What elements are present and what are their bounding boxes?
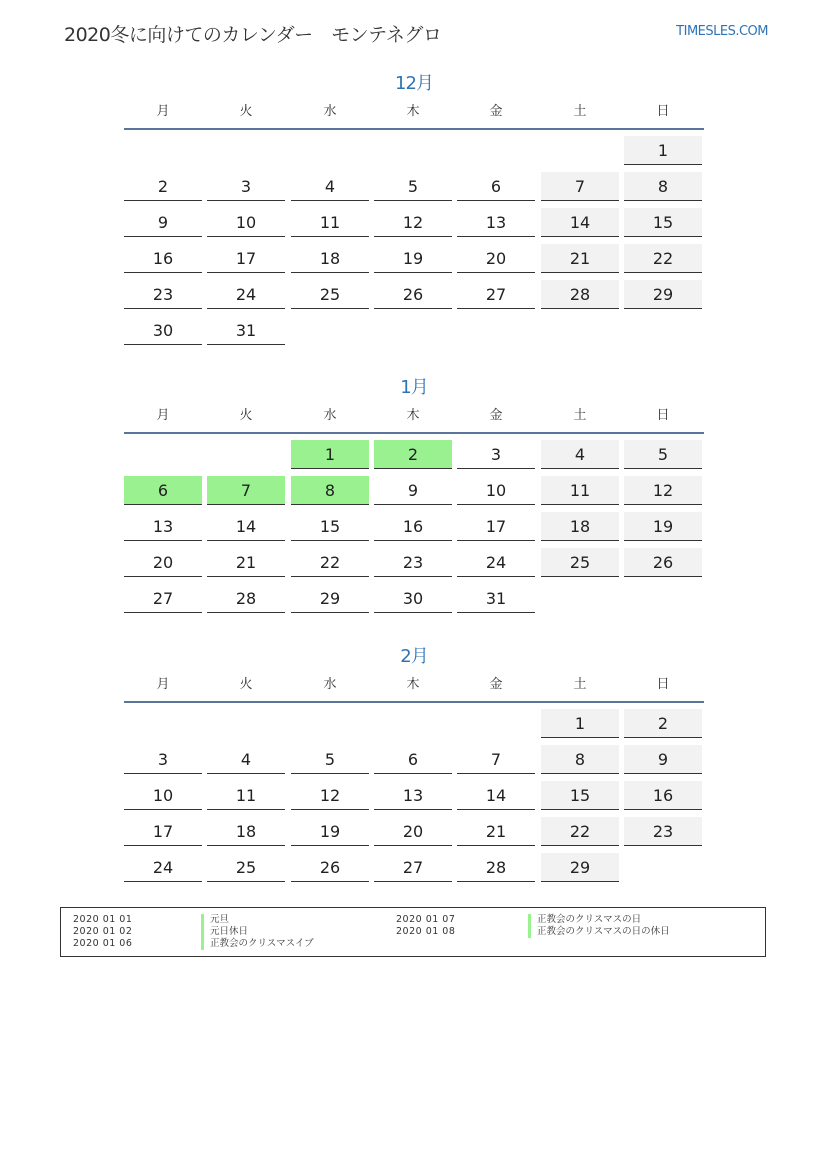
day-cell: 17: [207, 244, 285, 273]
weekday-header: [124, 98, 704, 130]
day-cell: 26: [624, 548, 702, 577]
weekday-label: 金: [489, 408, 503, 423]
day-cell: 1: [291, 440, 369, 469]
day-cell: 29: [624, 280, 702, 309]
day-cell: 3: [207, 172, 285, 201]
day-cell: 12: [624, 476, 702, 505]
day-cell: 14: [207, 512, 285, 541]
day-cell: 19: [374, 244, 452, 273]
day-cell: 22: [291, 548, 369, 577]
month-title: 1月: [400, 377, 428, 398]
day-cell: 5: [624, 440, 702, 469]
weekday-label: 火: [239, 104, 253, 119]
day-cell: 4: [541, 440, 619, 469]
month-title: 2月: [400, 646, 428, 667]
day-cell: 19: [291, 817, 369, 846]
day-cell: 25: [291, 280, 369, 309]
day-cell: 24: [124, 853, 202, 882]
day-cell: 22: [624, 244, 702, 273]
day-cell: 18: [207, 817, 285, 846]
weekday-label: 水: [323, 408, 337, 423]
day-cell: 20: [457, 244, 535, 273]
day-cell: 21: [457, 817, 535, 846]
day-cell: 8: [291, 476, 369, 505]
holiday-name: 正教会のクリスマスの日: [528, 914, 641, 926]
day-cell: 26: [374, 280, 452, 309]
weekday-header: [124, 671, 704, 703]
weekday-label: 火: [239, 677, 253, 692]
holiday-legend: [60, 907, 766, 957]
day-cell: 1: [541, 709, 619, 738]
weekday-label: 金: [489, 677, 503, 692]
day-cell: 10: [124, 781, 202, 810]
weekday-label: 水: [323, 104, 337, 119]
day-cell: 9: [624, 745, 702, 774]
day-cell: 24: [457, 548, 535, 577]
day-cell: 8: [624, 172, 702, 201]
holiday-name: 元旦: [201, 914, 229, 926]
day-cell: 28: [541, 280, 619, 309]
day-cell: 22: [541, 817, 619, 846]
day-cell: 20: [124, 548, 202, 577]
day-cell: 31: [457, 584, 535, 613]
day-cell: 6: [457, 172, 535, 201]
holiday-date: 2020 01 01: [73, 914, 133, 925]
day-cell: 16: [124, 244, 202, 273]
day-cell: 7: [457, 745, 535, 774]
day-cell: 13: [374, 781, 452, 810]
day-cell: 14: [457, 781, 535, 810]
site-logo[interactable]: TIMESLES.COM: [676, 24, 768, 39]
day-cell: 7: [541, 172, 619, 201]
day-cell: 3: [124, 745, 202, 774]
day-cell: 2: [124, 172, 202, 201]
weekday-label: 水: [323, 677, 337, 692]
day-cell: 9: [124, 208, 202, 237]
day-cell: 25: [207, 853, 285, 882]
day-cell: 31: [207, 316, 285, 345]
day-cell: 13: [457, 208, 535, 237]
weekday-label: 月: [156, 677, 170, 692]
day-cell: 24: [207, 280, 285, 309]
weekday-label: 木: [406, 104, 420, 119]
day-cell: 17: [457, 512, 535, 541]
day-cell: 15: [291, 512, 369, 541]
day-cell: 10: [207, 208, 285, 237]
weekday-label: 木: [406, 677, 420, 692]
day-cell: 6: [374, 745, 452, 774]
day-cell: 30: [374, 584, 452, 613]
day-cell: 19: [624, 512, 702, 541]
weekday-label: 月: [156, 408, 170, 423]
day-cell: 1: [624, 136, 702, 165]
day-cell: 6: [124, 476, 202, 505]
day-cell: 4: [207, 745, 285, 774]
day-cell: 27: [124, 584, 202, 613]
day-cell: 29: [291, 584, 369, 613]
holiday-name: 正教会のクリスマスの日の休日: [528, 926, 670, 938]
month-3: [124, 643, 704, 877]
weekday-label: 木: [406, 408, 420, 423]
day-cell: 27: [374, 853, 452, 882]
page-title: 2020冬に向けてのカレンダー モンテネグロ: [64, 24, 442, 46]
weekday-label: 火: [239, 408, 253, 423]
day-cell: 2: [624, 709, 702, 738]
holiday-date: 2020 01 02: [73, 926, 133, 937]
day-cell: 2: [374, 440, 452, 469]
month-title: 12月: [395, 73, 433, 94]
holiday-date: 2020 01 06: [73, 938, 133, 949]
holiday-name: 元日休日: [201, 926, 248, 938]
month-2: [124, 374, 704, 608]
day-cell: 23: [374, 548, 452, 577]
day-cell: 11: [291, 208, 369, 237]
day-cell: 17: [124, 817, 202, 846]
day-cell: 15: [624, 208, 702, 237]
day-cell: 23: [624, 817, 702, 846]
weekday-header: [124, 402, 704, 434]
day-cell: 15: [541, 781, 619, 810]
day-cell: 16: [374, 512, 452, 541]
weekday-label: 土: [573, 408, 587, 423]
day-cell: 4: [291, 172, 369, 201]
day-cell: 8: [541, 745, 619, 774]
day-cell: 23: [124, 280, 202, 309]
day-cell: 13: [124, 512, 202, 541]
day-cell: 29: [541, 853, 619, 882]
day-cell: 12: [291, 781, 369, 810]
day-cell: 11: [207, 781, 285, 810]
day-cell: 25: [541, 548, 619, 577]
day-cell: 5: [291, 745, 369, 774]
day-cell: 21: [541, 244, 619, 273]
month-1: [124, 70, 704, 340]
weekday-label: 金: [489, 104, 503, 119]
day-cell: 16: [624, 781, 702, 810]
day-cell: 21: [207, 548, 285, 577]
holiday-name: 正教会のクリスマスイブ: [201, 938, 314, 950]
weekday-label: 土: [573, 104, 587, 119]
weekday-label: 日: [656, 104, 670, 119]
holiday-date: 2020 01 08: [396, 926, 456, 937]
holiday-date: 2020 01 07: [396, 914, 456, 925]
day-cell: 18: [291, 244, 369, 273]
day-cell: 20: [374, 817, 452, 846]
day-cell: 14: [541, 208, 619, 237]
day-cell: 5: [374, 172, 452, 201]
weekday-label: 日: [656, 677, 670, 692]
day-cell: 9: [374, 476, 452, 505]
day-cell: 12: [374, 208, 452, 237]
day-cell: 27: [457, 280, 535, 309]
weekday-label: 日: [656, 408, 670, 423]
day-cell: 10: [457, 476, 535, 505]
day-cell: 28: [207, 584, 285, 613]
day-cell: 30: [124, 316, 202, 345]
day-cell: 3: [457, 440, 535, 469]
day-cell: 18: [541, 512, 619, 541]
weekday-label: 月: [156, 104, 170, 119]
day-cell: 11: [541, 476, 619, 505]
day-cell: 26: [291, 853, 369, 882]
day-cell: 28: [457, 853, 535, 882]
day-cell: 7: [207, 476, 285, 505]
weekday-label: 土: [573, 677, 587, 692]
